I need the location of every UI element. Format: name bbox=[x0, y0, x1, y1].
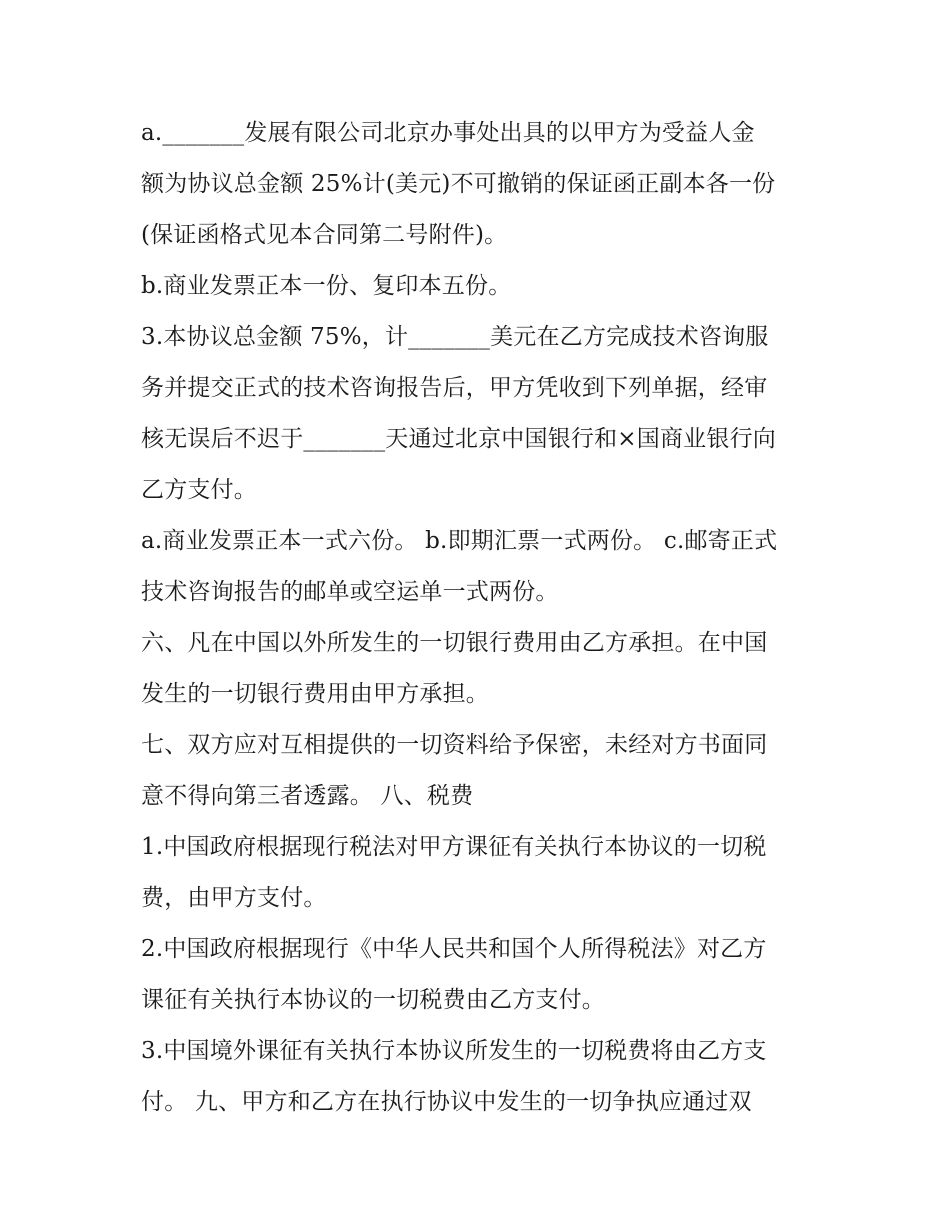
text-line: 3.本协议总金额 75%，计_______美元在乙方完成技术咨询服 bbox=[141, 324, 769, 350]
document-body bbox=[141, 108, 821, 1128]
text-line: 务并提交正式的技术咨询报告后，甲方凭收到下列单据，经审 bbox=[141, 375, 768, 401]
text-line: b.商业发票正本一份、复印本五份。 bbox=[141, 273, 512, 299]
text-line: 乙方支付。 bbox=[141, 477, 257, 503]
text-line: 2.中国政府根据现行《中华人民共和国个人所得税法》对乙方 bbox=[141, 936, 767, 962]
text-line: 六、凡在中国以外所发生的一切银行费用由乙方承担。在中国 bbox=[141, 630, 768, 656]
text-line: 意不得向第三者透露。 八、税费 bbox=[141, 783, 474, 809]
text-line: a.商业发票正本一式六份。 b.即期汇票一式两份。 c.邮寄正式 bbox=[141, 528, 778, 554]
text-line: 付。 九、甲方和乙方在执行协议中发生的一切争执应通过双 bbox=[141, 1089, 752, 1115]
text-line: a._______发展有限公司北京办事处出具的以甲方为受益人金 bbox=[141, 120, 755, 146]
text-line: 发生的一切银行费用由甲方承担。 bbox=[141, 681, 489, 707]
text-line: 课征有关执行本协议的一切税费由乙方支付。 bbox=[141, 987, 605, 1013]
text-line: 3.中国境外课征有关执行本协议所发生的一切税费将由乙方支 bbox=[141, 1038, 767, 1064]
text-line: 技术咨询报告的邮单或空运单一式两份。 bbox=[141, 579, 559, 605]
text-line: 核无误后不迟于_______天通过北京中国银行和×国商业银行向 bbox=[141, 426, 776, 452]
text-line: 额为协议总金额 25%计(美元)不可撤销的保证函正副本各一份 bbox=[141, 171, 776, 197]
text-line: 费，由甲方支付。 bbox=[141, 885, 327, 911]
text-line: (保证函格式见本合同第二号附件)。 bbox=[141, 222, 508, 248]
text-line: 七、双方应对互相提供的一切资料给予保密，未经对方书面同 bbox=[141, 732, 768, 758]
text-line: 1.中国政府根据现行税法对甲方课征有关执行本协议的一切税 bbox=[141, 834, 767, 860]
